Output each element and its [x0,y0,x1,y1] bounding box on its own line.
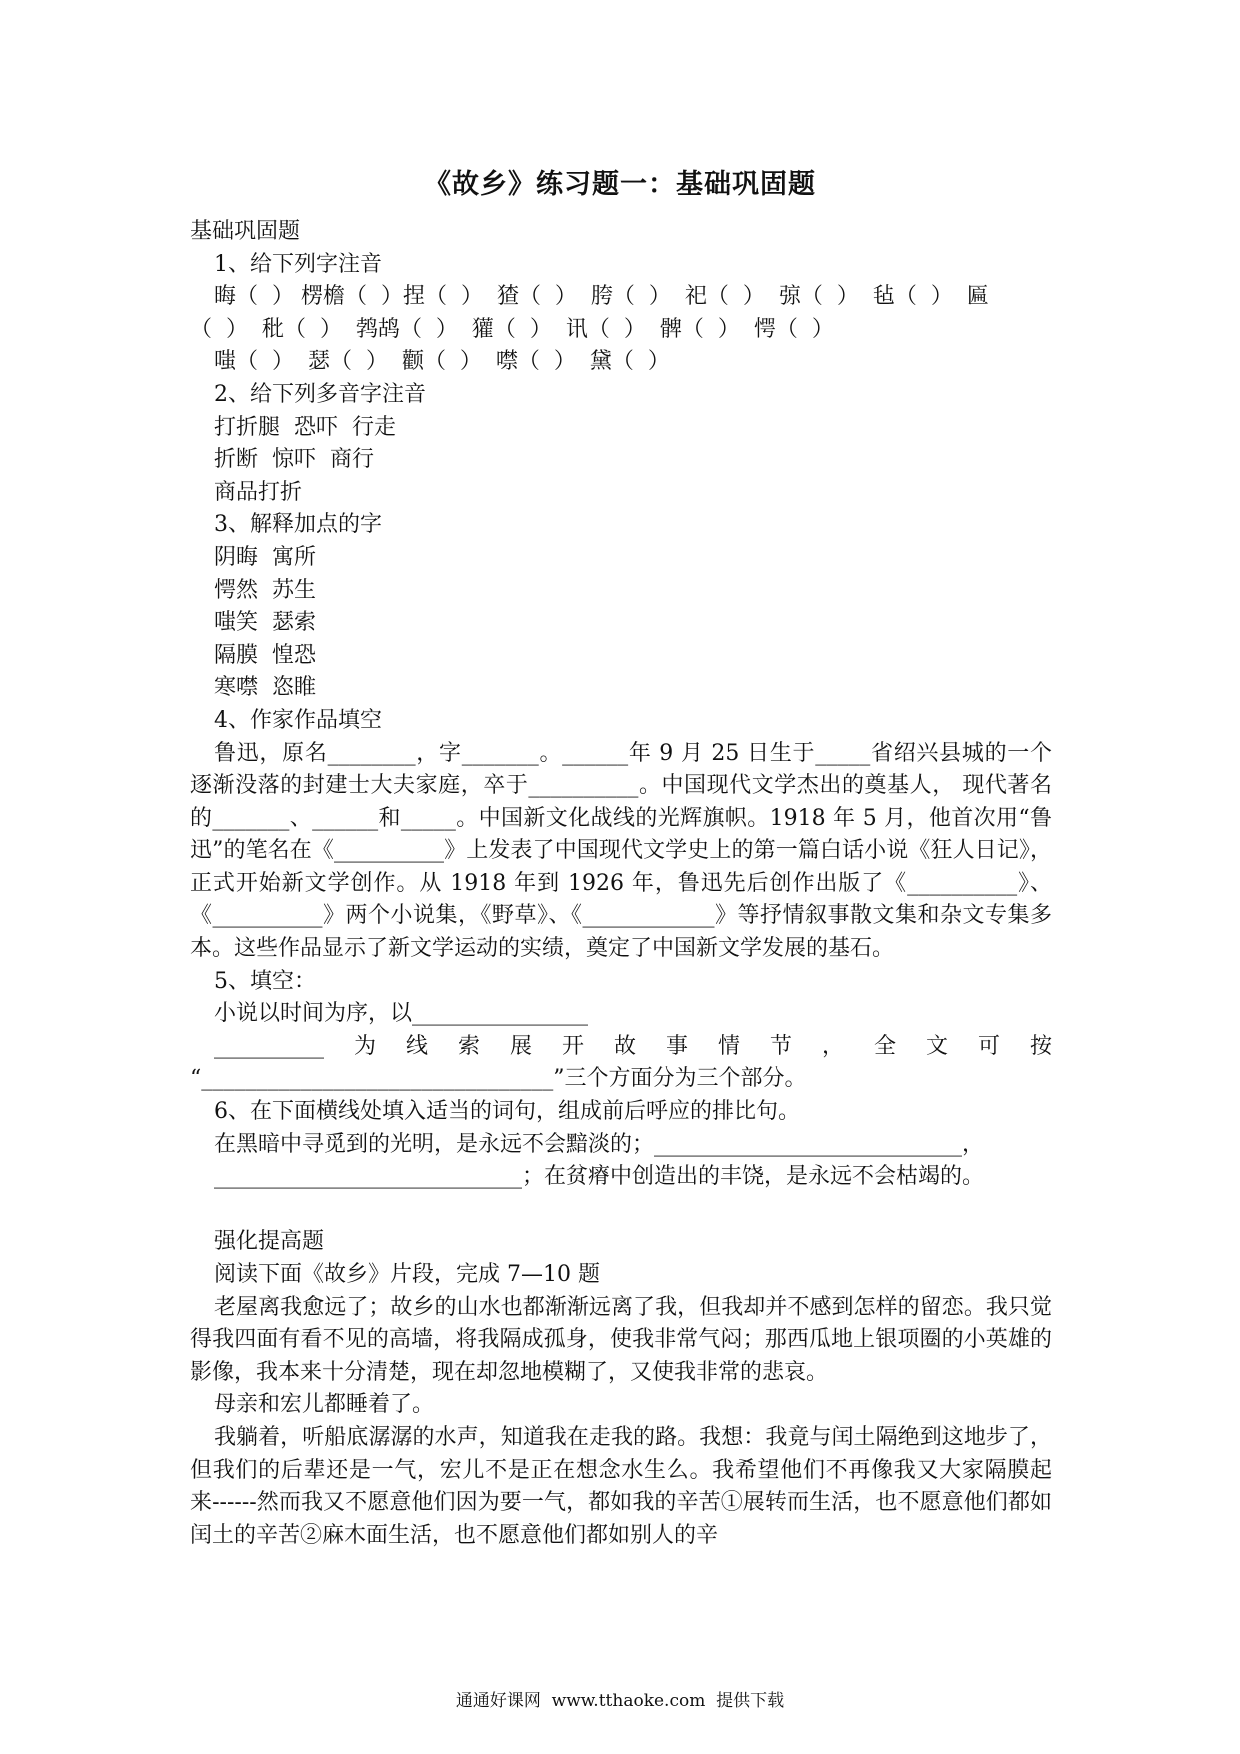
q5-char: 索 [457,1033,480,1059]
q5-char: 按 [1029,1033,1052,1059]
section-heading-basic: 基础巩固题 [190,219,301,244]
q4-label: 4、作家作品填空 [214,707,382,733]
q3-line-5: 寒噤 恣睢 [214,675,316,701]
q5-char: 节 [769,1033,792,1059]
q5-char: 线 [405,1033,428,1059]
document-body [190,216,1052,1552]
passage-paragraph-2: 母亲和宏儿都睡着了。 [214,1392,435,1418]
q5-char: 展 [509,1033,532,1059]
q5-line-2 [190,1031,1052,1064]
q5-char: 事 [665,1033,688,1059]
document-title: 《故乡》练习题一：基础巩固题 [424,169,816,200]
q5-line-3: “________________________________”三个方面分为三个部分。 [190,1066,807,1092]
passage-paragraph-1: 老屋离我愈远了；故乡的山水也都渐渐远离了我，但我却并不感到怎样的留恋。我只觉得我四面有看不见的高墙，将我隔成孤身，使我非常气闷；那西瓜地上银项圈的小英雄的影像，我本来十分清楚，现在却忽地模糊了，又使我非常的悲哀。 [190,1294,1052,1385]
q6-line-1: 在黑暗中寻觅到的光明，是永远不会黯淡的；____________________________， [214,1131,985,1157]
q2-line-1: 打折腿 恐吓 行走 [214,414,396,440]
q2-label: 2、给下列多音字注音 [214,381,426,407]
q3-line-2: 愕然 苏生 [214,577,316,603]
q6-line-2: ____________________________；在贫瘠中创造出的丰饶，是永远不会枯竭的。 [214,1164,985,1190]
passage-paragraph-3: 我躺着，听船底潺潺的水声，知道我在走我的路。我想：我竟与闰土隔绝到这地步了，但我们的后辈还是一气，宏儿不是正在想念水生么。我希望他们不再像我又大家隔膜起来------然而我又不愿意他们因为要一气，都如我的辛苦①展转而生活，也不愿意他们都如闰土的辛苦②麻木面生活，也不愿意他们都如别人的辛 [190,1424,1052,1548]
q1-line-2: （ ） 秕（ ） 鹁鸪（ ） 獾（ ） 讯（ ） 髀（ ） 愕（ ） [190,316,834,342]
q2-line-3: 商品打折 [214,479,303,505]
q3-line-4: 隔膜 惶恐 [214,642,316,668]
q2-line-2: 折断 惊吓 商行 [214,447,374,473]
q1-line-1: 晦（ ） 楞檐（ ）捏（ ） 猹（ ） 胯（ ） 祀（ ） 弶（ ） 毡（ ） 匾 [214,284,989,310]
section-heading-advanced: 强化提高题 [214,1229,325,1255]
q5-char: 情 [717,1033,740,1059]
q4-text: 鲁迅，原名________，字_______。______年 9 月 25 日生于_____省绍兴县城的一个逐渐没落的封建士大夫家庭，卒于__________。中国现代文学杰出的奠基人， 现代著名的_______、______和_____。中国新文化战线的光辉旗帜。1918 年 5 月，他首次用“鲁迅”的笔名在《__________》上发表了中国现代文学史上的第一篇白话小说《狂人日记》，正式开始新文学创作。从 1918 年到 1926 年，鲁迅先后创作出版了《__________》、《__________》两个小说集，《野草》、《____________》等抒情叙事散文集和杂文专集多本。这些作品显示了新文学运动的实绩，奠定了中国新文学发展的基石。 [190,740,1052,962]
q3-label: 3、解释加点的字 [214,512,382,538]
section-spacer [190,1194,1052,1227]
q1-line-3: 嗤（ ） 瑟（ ） 颧（ ） 噤（ ） 黛（ ） [214,349,670,375]
reading-instruction: 阅读下面《故乡》片段，完成 7—10 题 [214,1262,600,1287]
q5-char: 开 [561,1033,584,1059]
q5-char: 为 [353,1033,376,1059]
q5-blank: __________ [214,1033,324,1059]
q6-label: 6、在下面横线处填入适当的词句，组成前后呼应的排比句。 [214,1099,800,1125]
page-footer: 通通好课网 www.tthaoke.com 提供下载 [455,1691,785,1711]
q5-char: 故 [613,1033,636,1059]
q3-line-1: 阴晦 寓所 [214,544,316,570]
q5-char: 全 [873,1033,896,1059]
q5-line-1: 小说以时间为序，以________________ [214,1001,589,1027]
q1-label: 1、给下列字注音 [214,251,382,277]
q5-char: ， [821,1033,844,1059]
q3-line-3: 嗤笑 瑟索 [214,610,316,636]
q5-label: 5、填空： [214,968,316,994]
q5-char: 文 [925,1033,948,1059]
q5-char: 可 [977,1033,1000,1059]
